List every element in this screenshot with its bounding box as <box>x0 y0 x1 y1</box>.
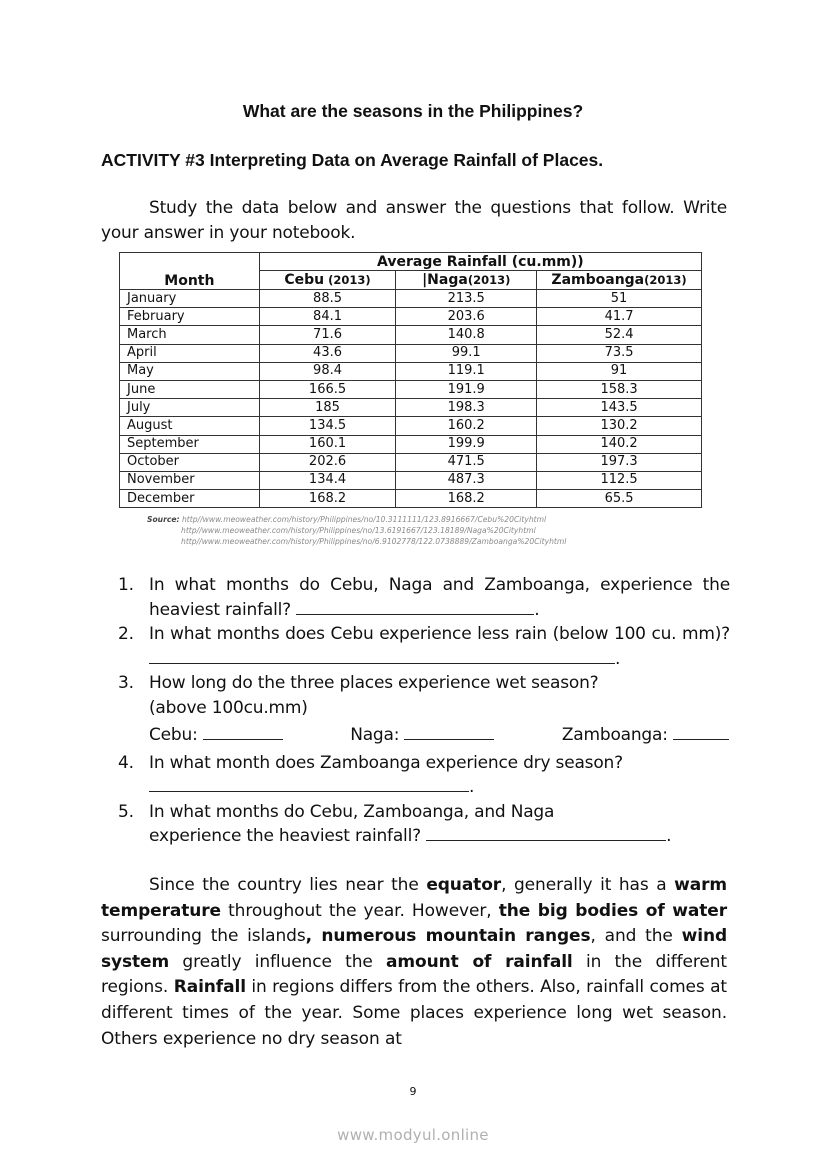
month-cell: May <box>120 362 260 380</box>
question-3: 3. How long do the three places experience wet season? (above 100cu.mm) Cebu: Naga: Zamboanga: <box>118 671 730 748</box>
answer-blank-1[interactable] <box>296 600 534 615</box>
answer-blank-zamboanga[interactable] <box>673 725 729 740</box>
question-4: 4. In what month does Zamboanga experience dry season? . <box>118 752 623 797</box>
month-cell: February <box>120 308 260 326</box>
cebu-header: Cebu (2013) <box>259 271 396 290</box>
page-number: 9 <box>409 1085 417 1098</box>
intro-text: Study the data below and answer the questions that follow. Write your answer in your notebook. <box>101 198 727 243</box>
month-cell: July <box>120 399 260 417</box>
month-cell: January <box>120 290 260 308</box>
page-title: What are the seasons in the Philippines? <box>242 101 584 121</box>
naga-cell: 99.1 <box>396 344 537 362</box>
cebu-cell: 98.4 <box>259 362 396 380</box>
intro-instructions <box>101 196 727 246</box>
activity-heading: ACTIVITY #3 Interpreting Data on Average Rainfall of Places. <box>101 150 604 170</box>
zamboanga-cell: 158.3 <box>537 380 702 398</box>
question-1: 1. In what months do Cebu, Naga and Zamboanga, experience the heaviest rainfall? . <box>118 575 730 620</box>
answer-blank-2[interactable] <box>149 649 615 664</box>
month-cell: March <box>120 326 260 344</box>
month-cell: August <box>120 417 260 435</box>
zamboanga-cell: 41.7 <box>537 308 702 326</box>
zamboanga-cell: 112.5 <box>537 471 702 489</box>
table-row <box>120 308 702 326</box>
naga-cell: 140.8 <box>396 326 537 344</box>
zamboanga-cell: 73.5 <box>537 344 702 362</box>
naga-cell: 203.6 <box>396 308 537 326</box>
answer-blank-4[interactable] <box>149 777 469 792</box>
cebu-cell: 134.5 <box>259 417 396 435</box>
source-link-naga: http//www.meoweather.com/history/Philippines/no/13.6191667/123.18189/Naga%20Cityhtml <box>181 526 536 535</box>
zamboanga-cell: 51 <box>537 290 702 308</box>
table-row <box>120 344 702 362</box>
month-cell: October <box>120 453 260 471</box>
zamboanga-cell: 140.2 <box>537 435 702 453</box>
month-header: Month <box>120 253 260 290</box>
table-row <box>120 435 702 453</box>
answer-blank-5[interactable] <box>426 826 666 841</box>
cebu-cell: 166.5 <box>259 380 396 398</box>
naga-cell: 199.9 <box>396 435 537 453</box>
source-citation <box>147 514 566 547</box>
cebu-cell: 88.5 <box>259 290 396 308</box>
table-row <box>120 490 702 508</box>
table-row <box>120 362 702 380</box>
table-row <box>120 326 702 344</box>
month-cell: November <box>120 471 260 489</box>
average-rainfall-header: Average Rainfall (cu.mm)) <box>259 253 701 271</box>
source-label: Source: <box>147 515 180 524</box>
cebu-cell: 185 <box>259 399 396 417</box>
zamboanga-cell: 143.5 <box>537 399 702 417</box>
table-row <box>120 453 702 471</box>
cebu-cell: 84.1 <box>259 308 396 326</box>
source-link-zamboanga: http//www.meoweather.com/history/Philippines/no/6.9102778/122.0738889/Zamboanga%20Cityhtml <box>181 537 567 546</box>
cebu-cell: 134.4 <box>259 471 396 489</box>
rainfall-table <box>119 252 702 508</box>
zamboanga-cell: 65.5 <box>537 490 702 508</box>
naga-cell: 160.2 <box>396 417 537 435</box>
table-row <box>120 399 702 417</box>
month-cell: April <box>120 344 260 362</box>
zamboanga-header: Zamboanga(2013) <box>537 271 702 290</box>
cebu-cell: 202.6 <box>259 453 396 471</box>
zamboanga-cell: 52.4 <box>537 326 702 344</box>
naga-cell: 487.3 <box>396 471 537 489</box>
table-row <box>120 471 702 489</box>
table-row <box>120 380 702 398</box>
cebu-cell: 160.1 <box>259 435 396 453</box>
naga-cell: 168.2 <box>396 490 537 508</box>
month-cell: September <box>120 435 260 453</box>
answer-blank-naga[interactable] <box>404 725 494 740</box>
zamboanga-cell: 91 <box>537 362 702 380</box>
cebu-cell: 168.2 <box>259 490 396 508</box>
watermark: www.modyul.online <box>337 1126 489 1144</box>
answer-blank-cebu[interactable] <box>203 725 283 740</box>
naga-header: |Naga(2013) <box>396 271 537 290</box>
question-2: 2. In what months does Cebu experience less rain (below 100 cu. mm)? . <box>118 624 730 669</box>
table-row <box>120 290 702 308</box>
cebu-cell: 71.6 <box>259 326 396 344</box>
naga-cell: 213.5 <box>396 290 537 308</box>
zamboanga-cell: 130.2 <box>537 417 702 435</box>
table-row <box>120 417 702 435</box>
naga-cell: 191.9 <box>396 380 537 398</box>
month-cell: December <box>120 490 260 508</box>
naga-cell: 471.5 <box>396 453 537 471</box>
month-cell: June <box>120 380 260 398</box>
naga-cell: 119.1 <box>396 362 537 380</box>
question-list <box>118 573 730 849</box>
source-link-cebu: http//www.meoweather.com/history/Philippines/no/10.3111111/123.8916667/Cebu%20Cityhtml <box>181 515 547 524</box>
naga-cell: 198.3 <box>396 399 537 417</box>
zamboanga-cell: 197.3 <box>537 453 702 471</box>
question-5: 5. In what months do Cebu, Zamboanga, and Naga experience the heaviest rainfall? . <box>118 801 672 846</box>
body-paragraph: Since the country lies near the equator, generally it has a warm temperature throughout the year. However, the big bodies of water surrounding the islands, numerous mountain ranges, and the wind system greatly influence the amount of rainfall in the different regions. Rainfall in regions differs from the others. Also, rainfall comes at different times of the year. Some places experience long wet season. Others experience no dry season at <box>101 875 728 1049</box>
cebu-cell: 43.6 <box>259 344 396 362</box>
